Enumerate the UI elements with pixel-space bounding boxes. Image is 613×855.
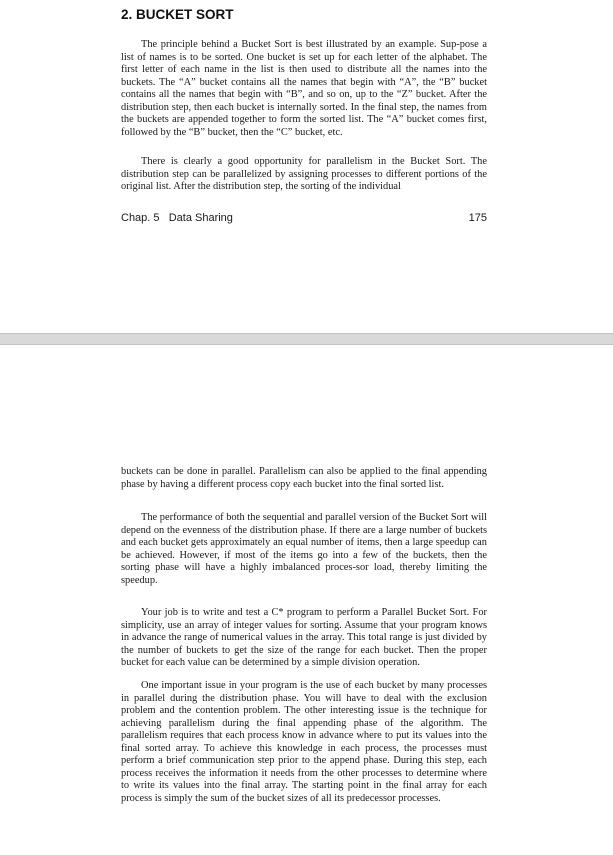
paragraph-your-job: Your job is to write and test a C* program to perform a Parallel Bucket Sort. For simplicity, use an array of integer values for sorting. Assume that your program knows in advance the range of numerical values in the array. This total range is just divided by the number of buckets to get the size of the range for each bucket. Then the proper bucket for each value can be determined by a simple division operation. <box>121 607 487 668</box>
paragraph-bucket-sort-principle: The principle behind a Bucket Sort is best illustrated by an example. Sup-pose a list of names is to be sorted. One bucket is set up for each letter of the alphabet. The first letter of each name in the list is then used to distribute all the names into the buckets. The “A” bucket contains all the names that begin with “A”, the “B” bucket contains all the names that begin with “B”, and so on, up to the “Z” bucket. After the distribution step, then each bucket is internally sorted. In the final step, the names from the buckets are appended together to form the sorted list. The “A” bucket comes first, followed by the “B” bucket, then the “C” bucket, etc. <box>121 39 487 138</box>
paragraph-continued-buckets: buckets can be done in parallel. Parallelism can also be applied to the final appending phase by having a different process copy each bucket into the final sorted list. <box>121 466 487 490</box>
section-label: Data Sharing <box>168 212 233 224</box>
page-number: 175 <box>468 212 487 224</box>
section-heading: 2. BUCKET SORT <box>121 7 234 22</box>
paragraph-important-issue: One important issue in your program is the use of each bucket by many processes in parallel during the distribution phase. You will have to deal with the exclusion problem and the contention problem. The other interesting issue is the technique for achieving parallelism during the final appending phase of the algorithm. The parallelism requires that each process know in advance where to put its values into the final sorted array. To achieve this knowledge in each process, the processes must perform a brief communication step prior to the append phase. During this step, each process receives the information it needs from the other processes to determine where to write its values into the final array. The starting point in the final array for each process is simply the sum of the bucket sizes of all its predecessor processes. <box>121 680 487 804</box>
paragraph-parallelism-opportunity: There is clearly a good opportunity for parallelism in the Bucket Sort. The distribution step can be parallelized by assigning processes to different portions of the original list. After the distribution step, the sorting of the individual <box>121 156 487 192</box>
paragraph-performance: The performance of both the sequential and parallel version of the Bucket Sort will depend on the evenness of the distribution phase. If there are a large number of buckets and each bucket gets approximately an equal number of items, then a large speedup can be achieved. However, if most of the items go into a few of the buckets, then the sorting phase will have a highly imbalanced proces-sor load, thereby limiting the speedup. <box>121 512 487 586</box>
page-separator <box>0 333 613 345</box>
chapter-label: Chap. 5 <box>121 212 160 224</box>
page-175 <box>0 0 613 333</box>
page-176 <box>0 345 613 855</box>
running-footer <box>121 212 233 224</box>
